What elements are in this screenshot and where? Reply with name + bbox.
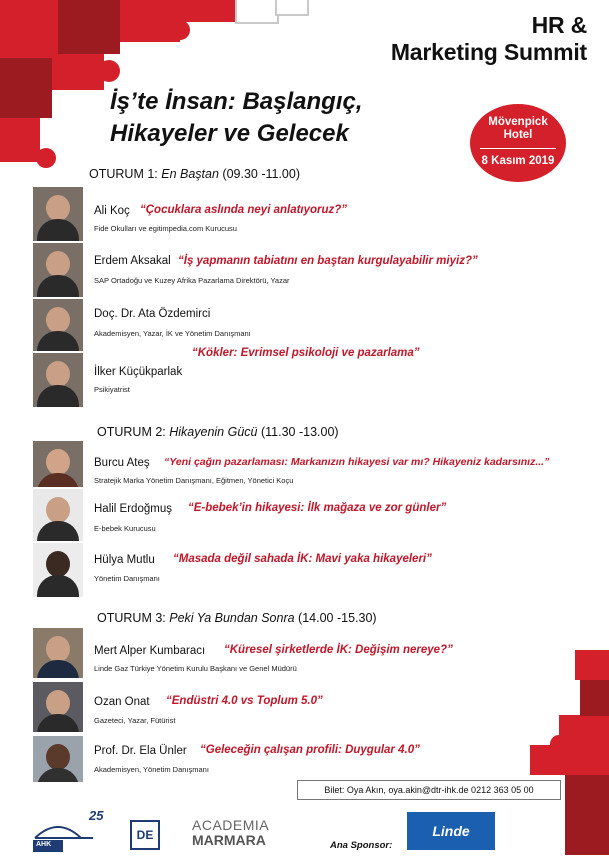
speaker-quote: “Yeni çağın pazarlaması: Markanızın hikayesi var mı? Hikayeniz kadarsınız...” — [164, 456, 550, 468]
session-heading-1 — [89, 167, 300, 181]
speaker-name: Prof. Dr. Ela Ünler — [94, 745, 187, 757]
speaker-role: Fide Okulları ve egitimpedia.com Kurucusu — [94, 224, 237, 233]
sponsor-label: Ana Sponsor: — [330, 840, 393, 851]
speaker-role: Linde Gaz Türkiye Yönetim Kurulu Başkanı ve Genel Müdürü — [94, 664, 297, 673]
speaker-name: Mert Alper Kumbaracı — [94, 645, 206, 657]
speaker-role: Gazeteci, Yazar, Fütürist — [94, 716, 176, 725]
speaker-role: Akademisyen, Yazar, İK ve Yönetim Danışmanı — [94, 329, 251, 338]
main-title — [110, 86, 363, 150]
speaker-role: E-bebek Kurucusu — [94, 524, 156, 533]
session-name: Hikayenin Gücü — [169, 425, 258, 439]
speaker-role: Stratejik Marka Yönetim Danışmanı, Eğitmen, Yönetici Koçu — [94, 476, 294, 485]
anniversary-text: 25 — [89, 808, 104, 823]
speaker-photo — [33, 682, 83, 732]
speaker-photo — [33, 441, 83, 487]
session-label: OTURUM 1: — [89, 167, 158, 181]
linde-logo: Linde — [407, 812, 495, 850]
de-logo: DE — [130, 820, 160, 850]
venue — [470, 116, 566, 142]
session-name: Peki Ya Bundan Sonra — [169, 611, 295, 625]
speaker-role: Yönetim Danışmanı — [94, 574, 160, 583]
speaker-photo — [33, 187, 83, 241]
speaker-role: Psikiyatrist — [94, 385, 130, 394]
speaker-photo — [33, 243, 83, 297]
session-time: (09.30 -11.00) — [222, 167, 301, 181]
academia-marmara-logo — [192, 818, 269, 848]
ahk-text: AHK — [36, 841, 52, 848]
speaker-quote: “Masada değil sahada İK: Mavi yaka hikayeleri” — [173, 553, 432, 565]
speaker-photo — [33, 628, 83, 678]
speaker-name: İlker Küçükparlak — [94, 366, 183, 378]
speaker-quote: “E-bebek’in hikayesi: İlk mağaza ve zor günler” — [188, 502, 447, 514]
speaker-quote: “Küresel şirketlerde İK: Değişim nereye?” — [224, 644, 453, 656]
speaker-role: Akademisyen, Yönetim Danışmanı — [94, 765, 209, 774]
speaker-photo — [33, 299, 83, 351]
speaker-photo — [33, 353, 83, 407]
venue-line1: Mövenpick — [488, 116, 548, 128]
speaker-quote: “Geleceğin çalışan profili: Duygular 4.0” — [200, 744, 420, 756]
speaker-name: Erdem Aksakal — [94, 255, 171, 267]
speaker-name: Halil Erdoğmuş — [94, 503, 172, 515]
speaker-name: Hülya Mutlu — [94, 554, 155, 566]
speaker-quote: “Kökler: Evrimsel psikoloji ve pazarlama” — [192, 347, 420, 359]
session-label: OTURUM 3: — [97, 611, 166, 625]
session-heading-3 — [97, 611, 377, 625]
speaker-name: Ozan Onat — [94, 696, 150, 708]
marmara-text: MARMARA — [192, 832, 266, 848]
speaker-name: Burcu Ateş — [94, 457, 150, 469]
event-title-line1: HR & — [531, 12, 587, 38]
ticket-info: Bilet: Oya Akın, oya.akin@dtr-ihk.de 0212 363 05 00 — [297, 780, 561, 800]
speaker-photo — [33, 489, 83, 541]
main-title-line2: Hikayeler ve Gelecek — [110, 120, 349, 147]
session-heading-2 — [97, 425, 339, 439]
venue-line2: Hotel — [503, 129, 533, 141]
academia-text: ACADEMIA — [192, 817, 270, 833]
speaker-quote: “Çocuklara aslında neyi anlatıyoruz?” — [140, 204, 348, 216]
speaker-photo — [33, 736, 83, 782]
session-name: En Baştan — [161, 167, 219, 181]
speaker-name: Ali Koç — [94, 205, 130, 217]
event-title-line2: Marketing Summit — [390, 39, 587, 65]
session-label: OTURUM 2: — [97, 425, 166, 439]
main-title-line1: İş’te İnsan: Başlangıç, — [110, 88, 363, 115]
speaker-photo — [33, 543, 83, 597]
speaker-role: SAP Ortadoğu ve Kuzey Afrika Pazarlama Direktörü, Yazar — [94, 276, 290, 285]
event-date: 8 Kasım 2019 — [481, 155, 555, 167]
speaker-quote: “Endüstri 4.0 vs Toplum 5.0” — [166, 695, 323, 707]
badge-divider — [480, 148, 556, 149]
speaker-quote: “İş yapmanın tabiatını en baştan kurgulayabilir miyiz?” — [178, 255, 478, 267]
event-title — [391, 12, 587, 66]
ahk-logo — [33, 808, 123, 852]
venue-date-badge — [470, 104, 566, 182]
session-time: (14.00 -15.30) — [298, 611, 377, 625]
speaker-name: Doç. Dr. Ata Özdemirci — [94, 308, 211, 320]
session-time: (11.30 -13.00) — [260, 425, 339, 439]
